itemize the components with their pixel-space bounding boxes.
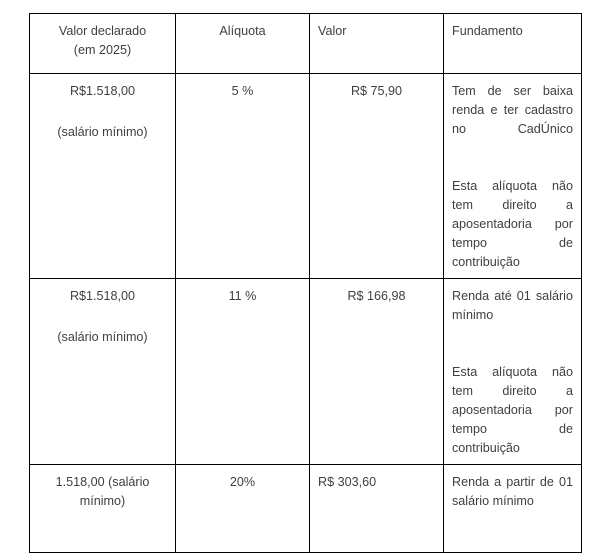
table-row <box>30 465 582 553</box>
fundamento-paragraph: Renda a partir de 01 salário mínimo <box>452 475 573 508</box>
cell-valor-declarado <box>30 465 176 553</box>
fundamento-paragraph: Esta alíquota não tem direito a aposentadoria por tempo de contribuição <box>452 179 573 269</box>
column-header-fundamento-label: Fundamento <box>452 24 523 38</box>
cell-fundamento <box>444 74 582 279</box>
table-row <box>30 279 582 465</box>
cell-valor-declarado <box>30 279 176 465</box>
valor-declarado-amount: 1.518,00 (salário mínimo) <box>55 475 150 508</box>
column-header-valor-declarado-line2: (em 2025) <box>73 43 132 57</box>
cell-fundamento <box>444 279 582 465</box>
cell-aliquota: 11 % <box>176 279 310 465</box>
cell-valor: R$ 303,60 <box>310 465 444 553</box>
column-header-fundamento <box>444 14 582 74</box>
valor-declarado-amount: R$1.518,00 <box>69 84 136 98</box>
cell-aliquota: 20% <box>176 465 310 553</box>
cell-valor: R$ 75,90 <box>310 74 444 279</box>
fundamento-paragraph: Esta alíquota não tem direito a aposentadoria por tempo de contribuição <box>452 365 573 455</box>
table-header <box>30 14 582 74</box>
table-row <box>30 74 582 279</box>
valor-declarado-note: (salário mínimo) <box>57 330 148 344</box>
cell-fundamento <box>444 465 582 553</box>
fundamento-paragraph: Tem de ser baixa renda e ter cadastro no CadÚnico <box>452 84 573 136</box>
column-header-valor-declarado-line1: Valor declarado <box>58 24 147 38</box>
cell-valor: R$ 166,98 <box>310 279 444 465</box>
fundamento-paragraph: Renda até 01 salário mínimo <box>452 289 573 322</box>
cell-aliquota: 5 % <box>176 74 310 279</box>
cell-valor-declarado <box>30 74 176 279</box>
valor-declarado-note: (salário mínimo) <box>57 125 148 139</box>
valor-declarado-amount: R$1.518,00 <box>69 289 136 303</box>
aliquotas-table <box>29 13 582 553</box>
table-header-row <box>30 14 582 74</box>
column-header-valor-declarado <box>30 14 176 74</box>
column-header-aliquota <box>176 14 310 74</box>
column-header-valor <box>310 14 444 74</box>
column-header-aliquota-label: Alíquota <box>219 24 266 38</box>
column-header-valor-label: Valor <box>318 24 347 38</box>
table-body <box>30 74 582 553</box>
